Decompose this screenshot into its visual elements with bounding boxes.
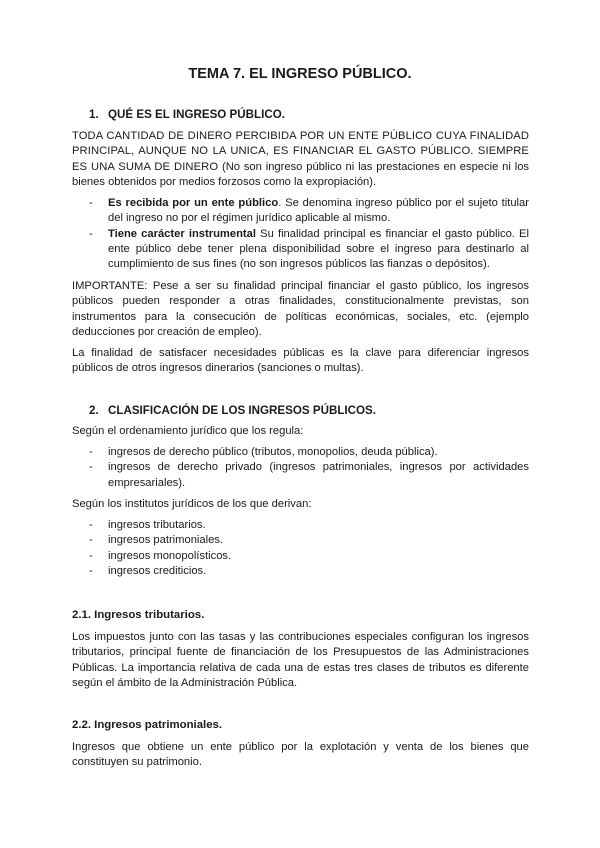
classification-list-2 [72,518,529,579]
definition-paragraph [72,129,529,190]
list-item-text: ingresos patrimoniales. [108,534,224,547]
bullet-bold: Es recibida por un ente público [108,197,279,209]
dash-bullet: - [89,197,93,209]
list-item [72,227,529,273]
dash-bullet: - [89,564,93,577]
list-item-text: ingresos monopolísticos. [108,549,232,562]
list-item [72,518,529,533]
section-2-2-paragraph: Ingresos que obtiene un ente público por la explotación y venta de los bienes que constituyen su patrimonio. [72,741,529,769]
classification-intro-2: Según los institutos jurídicos de los que derivan: [72,498,312,510]
list-item [72,460,529,491]
section-2-2-heading: 2.2. Ingresos patrimoniales. [72,719,223,731]
list-item-text: ingresos de derecho privado (ingresos patrimoniales, ingresos por actividades empresariales). [108,461,529,489]
definition-rest: (No son ingreso público ni las prestaciones en especie ni los bienes obtenidos por medios forzosos como la expropiación). [72,160,530,188]
section-1-number: 1. [89,108,99,121]
bullet-bold: Tiene carácter instrumental [108,227,256,240]
dash-bullet: - [89,227,93,240]
classification-list-1 [72,445,529,491]
bullet-text: . Se denomina ingreso público por el sujeto titular del ingreso no por el régimen jurídico aplicable al mismo. [108,197,529,225]
dash-bullet: - [89,549,93,562]
dash-bullet: - [89,461,93,474]
importante-paragraph: IMPORTANTE: Pese a ser su finalidad principal financiar el gasto público, los ingresos públicos pueden responder a otras finalidades, constitucionalmente previstas, son instrumentos para la consecución de políticas económicas, sociales, etc. (ejemplo deducciones por creación de empleo). [72,280,529,338]
section-2-1-paragraph: Los impuestos junto con las tasas y las contribuciones especiales configuran los ingresos tributarios, principal fuente de financiación de los Presupuestos de las Administraciones Públicas. La importancia relativa de cada una de estas tres clases de tributos es diferente según el ámbito de la Administración Pública. [72,631,529,689]
list-item [72,196,529,227]
list-item [72,564,529,579]
list-item-text: ingresos de derecho público (tributos, monopolios, deuda pública). [108,446,438,458]
bullet-text: Su finalidad principal es financiar el gasto público. El ente público debe tener plena disponibilidad sobre el ingreso para destinarlo al cumplimiento de sus fines (no son ingresos públicos las fianzas o depósitos). [108,227,529,271]
list-item [72,549,529,564]
section-2-number: 2. [89,404,99,417]
section-2-1-heading: 2.1. Ingresos tributarios. [72,609,205,621]
classification-intro-1: Según el ordenamiento jurídico que los regula: [72,425,304,437]
characteristics-list [72,196,529,272]
list-item-text: ingresos tributarios. [108,519,206,531]
definition-caps: TODA CANTIDAD DE DINERO PERCIBIDA POR UN ENTE PÚBLICO CUYA FINALIDAD PRINCIPAL, AUNQUE NO LA UNICA, ES FINANCIAR EL GASTO PÚBLICO. SIEMPRE ES UNA SUMA DE DINERO [72,130,529,173]
list-item [72,533,529,548]
section-2-title: CLASIFICACIÓN DE LOS INGRESOS PÚBLICOS. [108,404,376,417]
finalidad-paragraph: La finalidad de satisfacer necesidades públicas es la clave para diferenciar ingresos públicos de otros ingresos dinerarios (sanciones o multas). [72,347,529,375]
list-item [72,445,529,460]
document-title: TEMA 7. EL INGRESO PÚBLICO. [188,66,412,82]
dash-bullet: - [89,534,93,547]
section-1-title: QUÉ ES EL INGRESO PÚBLICO. [108,108,285,121]
dash-bullet: - [89,519,93,531]
dash-bullet: - [89,446,93,458]
list-item-text: ingresos crediticios. [108,564,207,577]
